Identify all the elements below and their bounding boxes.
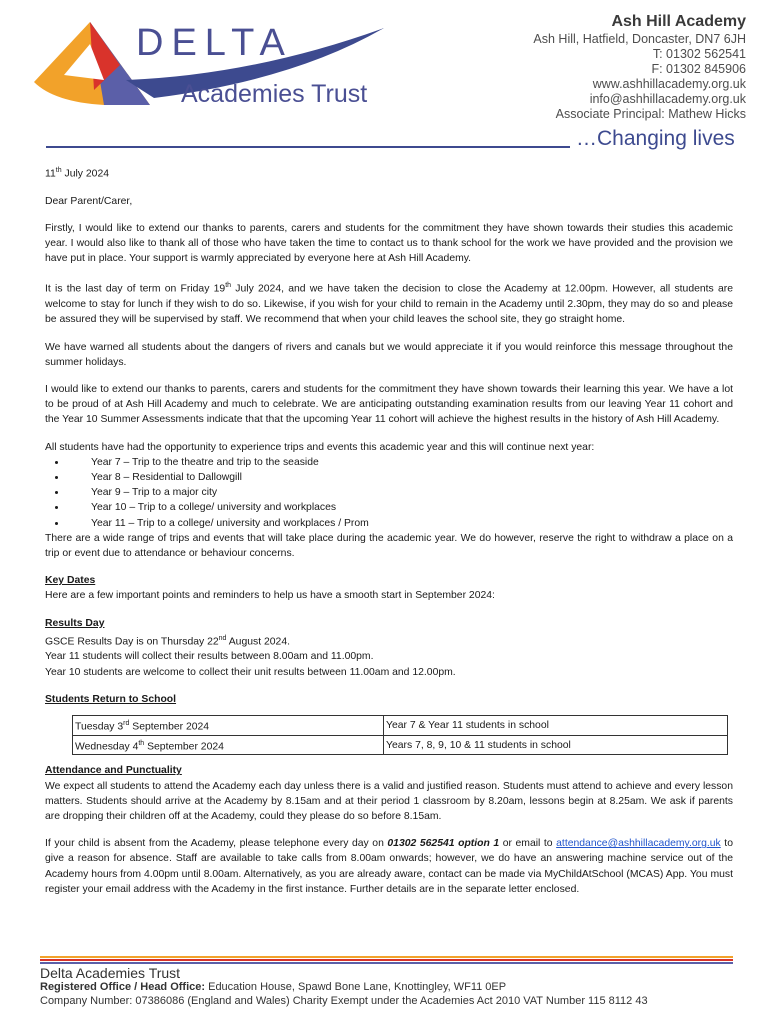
header-divider bbox=[46, 146, 570, 148]
absence-paragraph: If your child is absent from the Academy, please telephone every day on 01302 562541 option 1 or email to attendance@ashhillacademy.org.uk to give a reason for absence. Staff are available to take calls from 8.00am onwards; however, we do have an answering machine service out of the Academy hours from 4.00pm until 8.00am. Alternatively, as you are already aware, contact can be made via MyChildAtSchool (MCAS) App. You must register your email address with the Academy in the first instance. Further details are in the separate letter enclosed. bbox=[45, 838, 733, 895]
return-dates-table bbox=[72, 715, 728, 755]
footer-bar-purple bbox=[40, 962, 733, 964]
footer bbox=[40, 966, 648, 1008]
letter-date: 11th July 2024 bbox=[45, 167, 110, 180]
school-address: Ash Hill, Hatfield, Doncaster, DN7 6JH bbox=[533, 32, 746, 46]
trips-intro: All students have had the opportunity to experience trips and events this academic year and this will continue next year: bbox=[45, 441, 595, 453]
key-dates-intro: Here are a few important points and reminders to help us have a smooth start in September 2024: bbox=[45, 590, 495, 602]
return-heading: Students Return to School bbox=[45, 693, 177, 705]
school-email[interactable]: info@ashhillacademy.org.uk bbox=[589, 92, 746, 106]
paragraph-results: I would like to extend our thanks to parents, carers and students for the commitment they have shown towards their learning this year. We have a lot to be proud of at Ash Hill Academy and much to celebrate. We are anticipating outstanding examination results from our leaving Year 11 cohort and the Year 10 Summer Assessments indicate that that the upcoming Year 11 cohort will achieve the highest results in the history of Ash Hill Academy. bbox=[45, 383, 733, 426]
attendance-phone: 01302 562541 option 1 bbox=[387, 838, 500, 850]
paragraph-last-day: It is the last day of term on Friday 19th July 2024, and we have taken the decision to close the Academy at 12.00pm. However, all students are welcome to stay for lunch if they wish to do so. Likewise, if you wish for your child to remain in the Academy until 2.30pm, they may do so and please be assured they will be supervised by staff. We recommend that when your child leaves the school site, they go straight home. bbox=[45, 282, 733, 326]
school-principal: Associate Principal: Mathew Hicks bbox=[555, 107, 746, 121]
footer-title: Delta Academies Trust bbox=[40, 965, 181, 981]
table-cell-students: Year 7 & Year 11 students in school bbox=[384, 716, 728, 736]
footer-bar-red bbox=[40, 959, 733, 961]
paragraph-rivers: We have warned all students about the dangers of rivers and canals but we would appreciate it if you would reinforce this message throughout the summer holidays. bbox=[45, 341, 733, 368]
attendance-email-link[interactable]: attendance@ashhillacademy.org.uk bbox=[556, 838, 721, 850]
attendance-paragraph: We expect all students to attend the Academy each day unless there is a valid and justified reason. Students must attend to achieve and every lesson matters. Students should arrive at the Academy by 8.15am and at their period 1 classroom by 8.20am, lessons begin at 8.25am. We ask if parents are dropping their children off at the Academy, could they please do so before 8.15am. bbox=[45, 780, 733, 823]
list-item: • Year 7 – Trip to the theatre and trip to the seaside bbox=[67, 455, 733, 470]
table-row bbox=[73, 735, 728, 755]
trips-list bbox=[45, 455, 733, 531]
key-dates-heading: Key Dates bbox=[45, 575, 96, 587]
list-item: • Year 10 – Trip to a college/ university and workplaces bbox=[67, 500, 733, 515]
table-cell-date: Tuesday 3rd September 2024 bbox=[73, 716, 384, 736]
results-day-heading: Results Day bbox=[45, 617, 105, 629]
school-details bbox=[533, 12, 746, 122]
footer-company: Company Number: 07386086 (England and Wales) Charity Exempt under the Academies Act 2010 VAT Number 115 8112 43 bbox=[40, 995, 648, 1007]
paragraph-thanks: Firstly, I would like to extend our thanks to parents, carers and students for the commitment they have shown towards their studies this academic year. I would also like to thank all of those who have taken the time to contact us to thank school for the work we have provided and the provision we have put in place. Your support is warmly appreciated by everyone here at Ash Hill Academy. bbox=[45, 222, 733, 265]
footer-bar-orange bbox=[40, 956, 733, 958]
list-item: • Year 9 – Trip to a major city bbox=[67, 485, 733, 500]
school-website[interactable]: www.ashhillacademy.org.uk bbox=[592, 77, 746, 91]
letter-greeting: Dear Parent/Carer, bbox=[45, 195, 133, 207]
school-name: Ash Hill Academy bbox=[611, 13, 746, 30]
logo-word-academies: Academies Trust bbox=[181, 80, 368, 108]
results-line-2: Year 11 students will collect their results between 8.00am and 11.00pm. bbox=[45, 651, 374, 663]
table-cell-date: Wednesday 4th September 2024 bbox=[73, 735, 384, 755]
table-row bbox=[73, 716, 728, 736]
tagline: …Changing lives bbox=[576, 127, 735, 150]
trips-outro: There are a wide range of trips and events that will take place during the academic year. We do however, reserve the right to withdraw a place on a trip or event due to attendance or behaviour concerns. bbox=[45, 532, 733, 559]
school-fax: F: 01302 845906 bbox=[651, 62, 746, 76]
table-cell-students: Years 7, 8, 9, 10 & 11 students in school bbox=[384, 735, 728, 755]
results-line-1: GSCE Results Day is on Thursday 22nd August 2024. bbox=[45, 634, 290, 648]
letter-body bbox=[45, 163, 733, 909]
logo-word-delta: DELTA bbox=[136, 22, 293, 64]
list-item: • Year 11 – Trip to a college/ university and workplaces / Prom bbox=[67, 516, 733, 531]
list-item: • Year 8 – Residential to Dallowgill bbox=[67, 470, 733, 485]
school-phone: T: 01302 562541 bbox=[652, 47, 746, 61]
attendance-heading: Attendance and Punctuality bbox=[45, 765, 182, 777]
results-line-3: Year 10 students are welcome to collect their unit results between 11.00am and 12.00pm. bbox=[45, 666, 456, 678]
delta-logo bbox=[34, 20, 404, 125]
footer-office: Registered Office / Head Office: Education House, Spawd Bone Lane, Knottingley, WF11 0EP bbox=[40, 981, 507, 993]
